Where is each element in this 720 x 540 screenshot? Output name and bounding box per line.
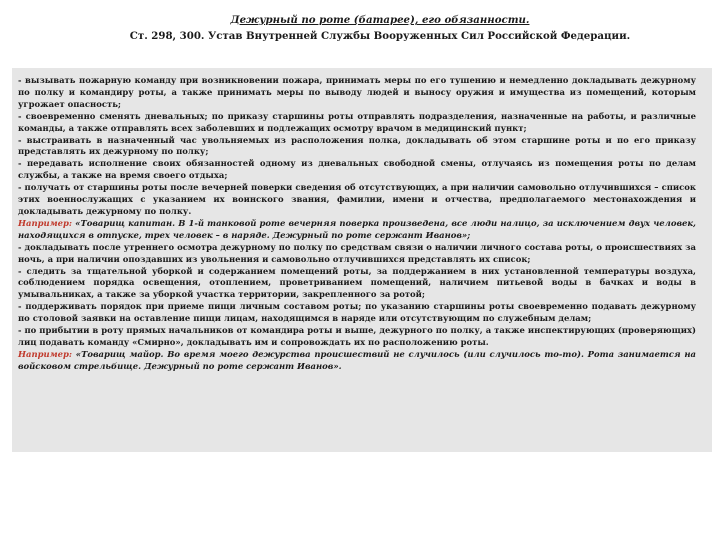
paragraph: - докладывать после утреннего осмотра дежурному по полку по средствам связи о наличии личного состава роты, о происшествиях за ночь, а при наличии опоздавших из увольнения и самовольно отлучившихся представлять их список; (18, 241, 696, 264)
paragraph: - своевременно сменять дневальных; по приказу старшины роты отправлять подразделения, назначенные на работы, и различные команды, а также отправлять всех заболевших и подлежащих осмотру врачом в медицинский пункт; (18, 110, 696, 133)
content-text (18, 75, 696, 373)
paragraph: - выстраивать в назначенный час увольняемых из расположения полка, докладывать об этом старшине роты и по его приказу представлять их дежурному по полку; (18, 134, 696, 157)
paragraph: - получать от старшины роты после вечерней поверки сведения об отсутствующих, а при наличии самовольно отлучившихся – список этих военнослужащих с указанием их воинского звания, фамилии, имени и отчества, предполагаемого местонахождения и докладывать дежурному по полку. (18, 182, 696, 216)
paragraph: - передавать исполнение своих обязанностей одному из дневальных свободной смены, отлучаясь из помещения роты по делам службы, а также на время своего отдыха; (18, 158, 696, 181)
example-quote: «Товарищ капитан. В 1-й танковой роте вечерняя поверка произведена, все люди налицо, за исключением двух человек, находящихся в отпуске, трех человек – в наряде. Дежурный по роте сержант Иванов»; (18, 217, 696, 240)
example-paragraph (18, 349, 696, 373)
page-title: Дежурный по роте (батарее), его обязанности. (230, 14, 530, 26)
paragraph: - по прибытии в роту прямых начальников от командира роты и выше, дежурного по полку, а также инспектирующих (проверяющих) лиц подавать команду «Смирно», докладывать им и сопровождать их по расположению роты. (18, 325, 696, 347)
paragraph: - вызывать пожарную команду при возникновении пожара, принимать меры по его тушению и немедленно докладывать дежурному по полку и командиру роты, а также принимать меры по выводу людей и выносу оружия и имущества из помещений, которым угрожает опасность; (18, 75, 696, 109)
example-quote: «Товарищ майор. Во время моего дежурства происшествий не случилось (или случилось то-то). Рота занимается на войсковом стрельбище. Дежурный по роте сержант Иванов». (18, 348, 696, 371)
page-subtitle: Ст. 298, 300. Устав Внутренней Службы Вооруженных Сил Российской Федерации. (129, 30, 631, 42)
example-label: Например: (18, 348, 73, 359)
title-block (0, 12, 720, 45)
paragraph: - поддерживать порядок при приеме пищи личным составом роты; по указанию старшины роты своевременно подавать дежурному по столовой заявки на оставление пищи лицам, находящимся в наряде или отсутствующим по служебным делам; (18, 301, 696, 324)
example-paragraph (18, 218, 696, 242)
paragraph: - следить за тщательной уборкой и содержанием помещений роты, за поддержанием в них установленной температуры воздуха, соблюдением порядка освещения, отоплением, проветриванием помещений, наличием питьевой воды в бачках и воды в умывальниках, а также за уборкой участка территории, закрепленного за ротой; (18, 265, 696, 300)
example-label: Например: (18, 217, 73, 228)
